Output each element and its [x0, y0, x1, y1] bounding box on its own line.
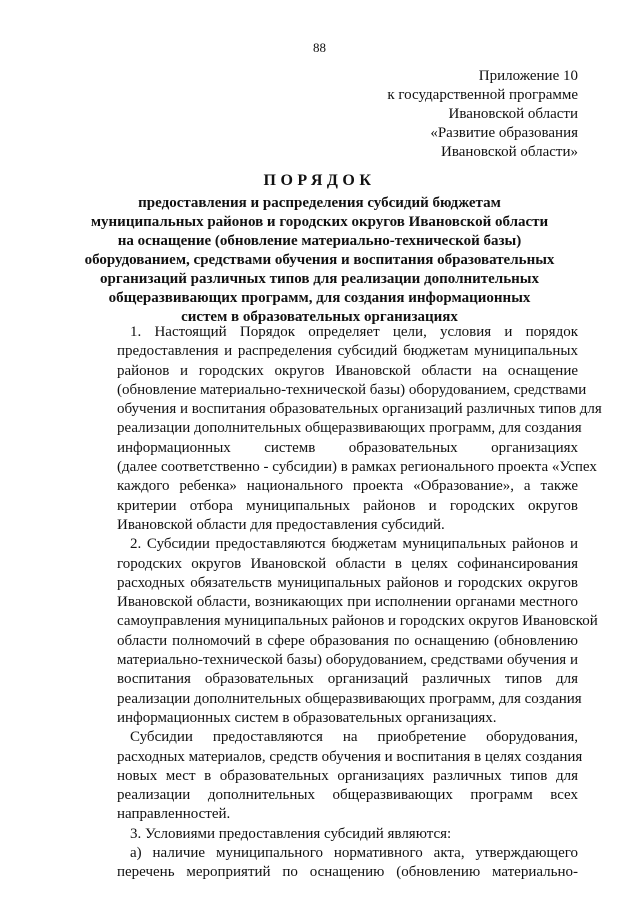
- body-line: предоставления и распределения субсидий бюджетам муниципальных: [117, 343, 578, 360]
- subtitle-line: систем в образовательных организациях: [181, 309, 458, 325]
- body-line: обучения и воспитания образовательных организаций различных типов для: [117, 401, 602, 418]
- body-line: материально-технической базы) оборудованием, средствами обучения и: [117, 652, 578, 669]
- body-line: расходных материалов, средств обучения и воспитания в целях создания: [117, 748, 583, 765]
- body-line: Ивановской области, возникающих при исполнении органами местного: [117, 594, 578, 611]
- appendix-block: [387, 67, 578, 162]
- body-line: реализации дополнительных общеразвивающих программ, для создания: [117, 420, 582, 437]
- body-line: а) наличие муниципального нормативного акта, утверждающего: [130, 845, 578, 862]
- body-line: каждого ребенка» национального проекта «Образование», а также: [117, 478, 578, 495]
- body-line: информационных системв образовательных организациях: [117, 439, 578, 456]
- page-number: 88: [313, 40, 326, 55]
- document-subtitle: [0, 194, 639, 327]
- body-line: 1. Настоящий Порядок определяет цели, условия и порядок: [130, 324, 578, 340]
- subtitle-line: общеразвивающих программ, для создания информационных: [108, 290, 531, 306]
- body-line: критерии отбора муниципальных районов и городских округов: [117, 497, 578, 514]
- body-line: (далее соответственно - субсидии) в рамках регионального проекта «Успех: [117, 459, 597, 476]
- body-line: области полномочий в сфере образования по оснащению (обновлению: [117, 632, 578, 649]
- appendix-line: Ивановской области»: [441, 144, 578, 160]
- body-line: самоуправления муниципальных районов и городских округов Ивановской: [117, 613, 598, 630]
- body-line: 2. Субсидии предоставляются бюджетам муниципальных районов и: [130, 536, 578, 553]
- body-line: Ивановской области для предоставления субсидий.: [117, 516, 445, 533]
- appendix-line: к государственной программе: [387, 87, 578, 103]
- body-line: перечень мероприятий по оснащению (обновлению материально-: [117, 864, 578, 881]
- body-line: 3. Условиями предоставления субсидий являются:: [130, 825, 452, 842]
- subtitle-line: предоставления и распределения субсидий бюджетам: [138, 195, 501, 211]
- document-title: ПОРЯДОК: [263, 172, 376, 189]
- body-line: городских округов Ивановской области в целях софинансирования: [117, 555, 578, 572]
- subtitle-line: оборудованием, средствами обучения и воспитания образовательных: [84, 252, 555, 268]
- body-line: Субсидии предоставляются на приобретение оборудования,: [130, 729, 578, 746]
- appendix-line: «Развитие образования: [430, 125, 578, 141]
- body-line: воспитания образовательных организаций различных типов для: [117, 671, 578, 688]
- body-line: расходных обязательств муниципальных районов и городских округов: [117, 574, 578, 591]
- body-line: направленностей.: [117, 806, 231, 823]
- body-line: новых мест в образовательных организациях различных типов для: [117, 767, 578, 784]
- body-line: реализации дополнительных общеразвивающих программ, для создания: [117, 690, 582, 707]
- appendix-line: Приложение 10: [478, 68, 578, 84]
- subtitle-line: муниципальных районов и городских округов Ивановской области: [90, 214, 549, 230]
- body-line: районов и городских округов Ивановской области на оснащение: [117, 362, 578, 379]
- body-line: информационных систем в образовательных организациях.: [117, 709, 497, 726]
- body-line: реализации дополнительных общеразвивающих программ всех: [117, 787, 578, 804]
- body-line: (обновление материально-технической базы) оборудованием, средствами: [117, 381, 587, 398]
- subtitle-line: на оснащение (обновление материально-технической базы): [117, 233, 522, 249]
- body-text: [117, 323, 602, 883]
- appendix-line: Ивановской области: [448, 106, 578, 122]
- subtitle-line: организаций различных типов для реализации дополнительных: [100, 271, 539, 287]
